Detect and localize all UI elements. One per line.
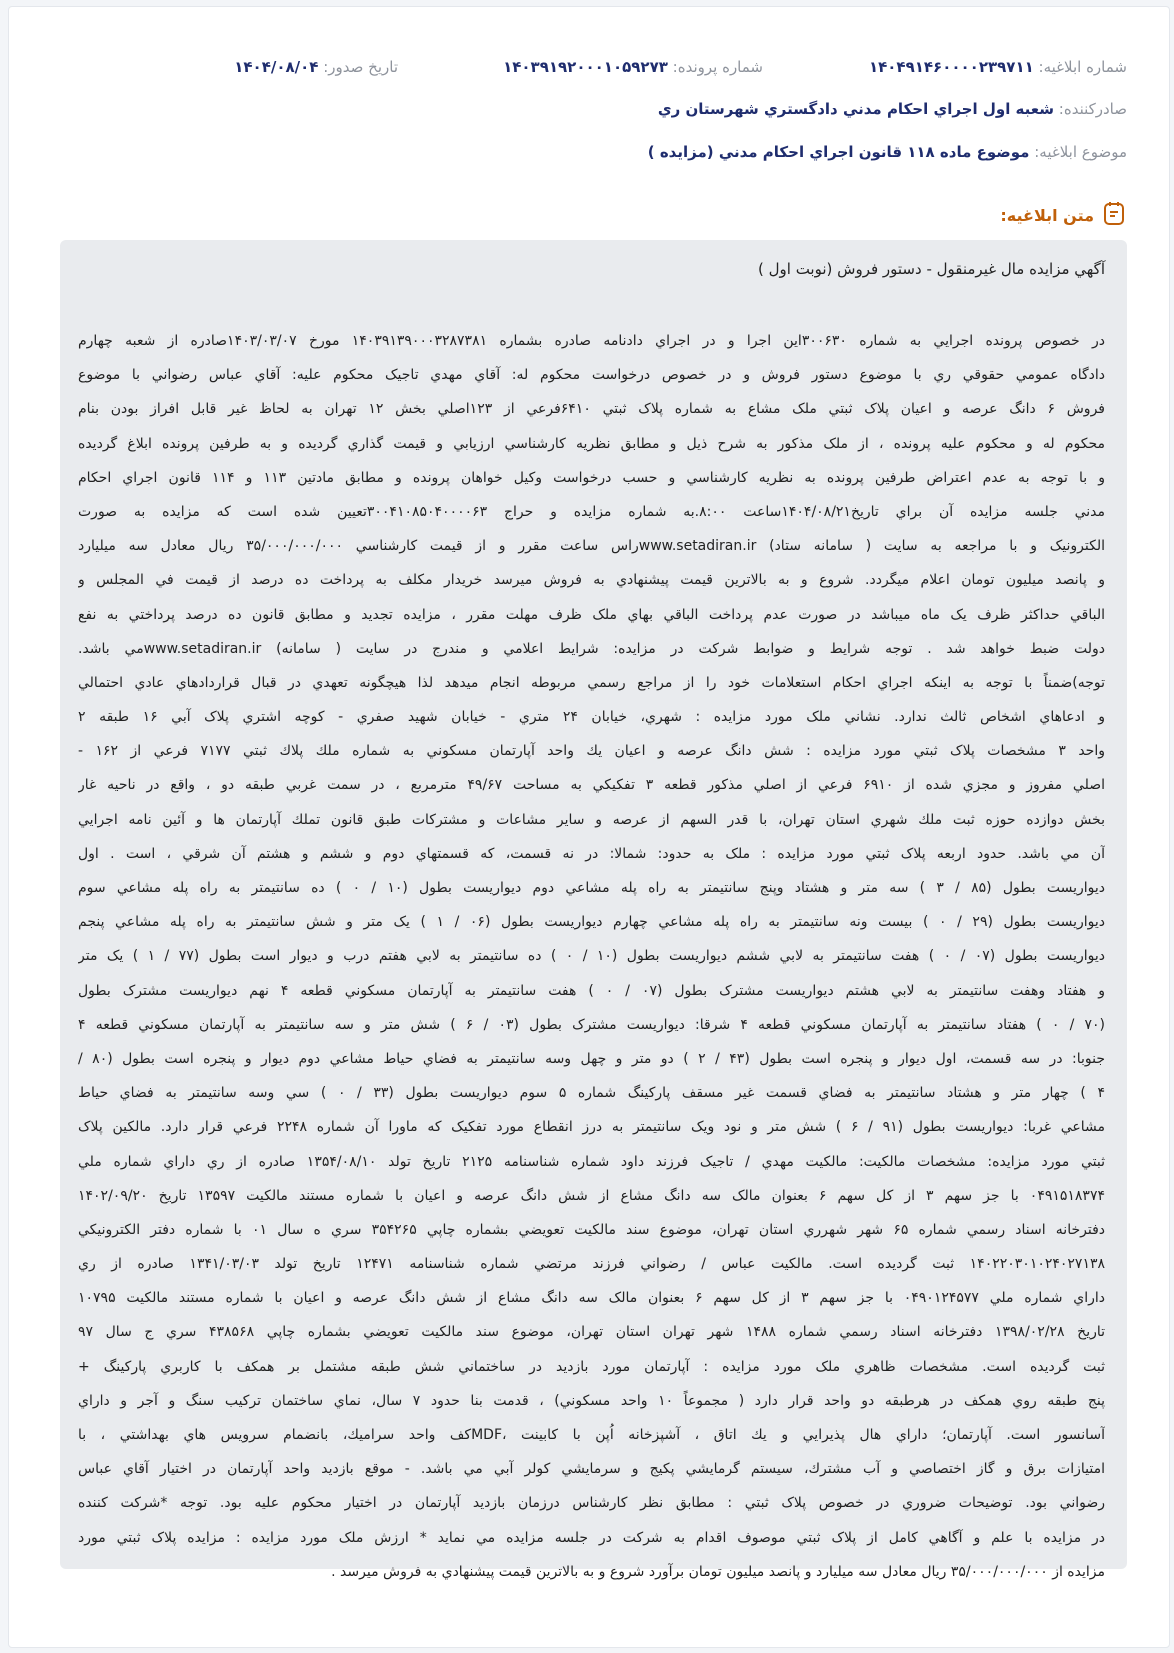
- notice-text-line: ديواريست بطول (۰۷ / ۰ ) هفت سانتيمتر به لابي ششم ديواريست بطول (۱۰ / ۰ ) ده سانتيمتر به لابي هفتم درب و ديوار است بطول (۷۷ / ۱ ) يک متر: [78, 948, 1105, 965]
- notice-text-line: ۴ ) چهار متر و هشتاد سانتيمتر به فضاي قسمت غير مسقف پارکينگ شماره ۵ سوم ديواريست بطول (۳۳ / ۰ ) سي وسه سانتيمتر به فضاي حياط: [78, 1085, 1105, 1102]
- notice-text-line: الباقي حداکثر ظرف يک ماه ميباشد در صورت عدم پرداخت الباقي بهاي ملک ظرف مهلت مقرر ، مزايده تجديد و مطابق قانون ده درصد پرداختي به نفع: [78, 606, 1105, 623]
- issuer-value: شعبه اول اجراي احكام مدني دادگستري شهرستان ري: [657, 100, 1054, 118]
- notice-text-line: داراي شماره ملي ۰۴۹۰۱۲۴۵۷۷ با جز سهم ۳ از کل سهم ۶ بعنوان مالک سه دانگ مشاع از شش دانگ عرصه و اعيان با شماره مستند مالکيت ۱۰۷۹۵: [78, 1290, 1105, 1307]
- notice-text-line: ثبتي مورد مزايده: مشخصات مالکيت: مالکيت مهدي / تاجيک فرزند داود شماره شناسنامه ۲۱۲۵ تاريخ تولد ۱۳۵۴/۰۸/۱۰ صادره از ري داراي شماره ملي: [78, 1153, 1105, 1170]
- document-notepad-icon: [1102, 200, 1126, 230]
- issuer-label: صادرکننده:: [1058, 100, 1127, 118]
- issue-date: [234, 58, 398, 76]
- notice-text-line: دادگاه عمومي حقوقي ري با موضوع دستور فروش و در خصوص درخواست محکوم له: آقاي مهدي تاجيک محکوم عليه: آقاي عباس رضواني با موضوع: [78, 367, 1105, 384]
- notice-text-line: الکترونيک و با مراجعه به سايت ( سامانه ستاد) www.setadiran.irراس ساعت مقرر و از قيمت کارشناسي ۳۵/۰۰۰/۰۰۰/۰۰۰ ريال معادل سه ميليارد: [78, 538, 1105, 555]
- issuer: [658, 100, 1127, 118]
- notice-text-line: و هفتاد وهفت سانتيمتر به لابي هشتم ديواريست مشترک بطول (۰۷ / ۰ ) هفت سانتيمتر به آپارتمان مسکوني قطعه ۴ نهم ديواريست مشترک بطول: [78, 982, 1105, 999]
- notice-text-title: متن ابلاغیه:: [1000, 205, 1094, 225]
- notice-text-line: فروش ۶ دانگ عرصه و اعيان پلاک ثبتي ملک مشاع به شماره پلاک ثبتي ۶۴۱۰فرعي از ۱۲۳اصلي بخش ۱۲ تهران به لحاظ غير قابل افراز بودن بنام: [78, 401, 1105, 418]
- notice-text-line: پنج طبقه روي همكف در هرطبقه دو واحد قرار دارد ( مجموعاً ۱۰ واحد مسكوني) ، قدمت بنا حدود ۷ سال، نماي ساختمان تركيب سنگ و آجر و داراي: [78, 1392, 1105, 1409]
- notice-text-line: مشاعي غربا: ديواريست بطول (۹۱ / ۶ ) شش متر و نود ويک سانتيمتر به درز انقطاع مورد تفکيک که ماورا آن شماره ۲۲۴۸ فرعي قرار دارد. مالکين پلاک: [78, 1119, 1105, 1136]
- notice-text-line: جنوبا: در سه قسمت، اول ديوار و پنجره است بطول (۴۳ / ۲ ) دو متر و چهل وسه سانتيمتر به فضاي حياط مشاعي دوم ديوار و پنجره است بطول (۸۰ /: [78, 1050, 1105, 1067]
- notice-text-line: بخش دوازده حوزه ثبت ملك شهري استان تهران، با قدر السهم از عرصه و ساير مشاعات و مشترکات طبق قانون تملك آپارتمان ها و آئين نامه اجرايي: [78, 811, 1105, 828]
- notice-text-line: آن مي باشد. حدود اربعه پلاک ثبتي مورد مزايده : ملک به حدود: شمالا: در نه قسمت، که قسمتهاي دوم و ششم و هشتم آن شرقي ، است . اول: [78, 845, 1105, 862]
- notice-text-line: ۱۴۰۲۲۰۳۰۱۰۲۴۰۲۷۱۳۸ ثبت گرديده است. مالکيت عباس / رضواني فرزند مرتضي شماره شناسنامه ۱۲۴۷۱ تاريخ تولد ۱۳۴۱/۰۳/۰۳ صادره از ري: [78, 1256, 1105, 1273]
- case-number: [503, 58, 763, 76]
- notice-text-line: و پانصد ميليون تومان اعلام ميگردد. شروع و به بالاترين قيمت پيشنهادي به فروش ميرسد خريدار مکلف به پرداخت ده درصد از قيمت في المجلس و: [78, 572, 1105, 589]
- notice-text-line: امتيازات برق و گاز اختصاصي و آب مشترك، سيستم گرمايشي پكيج و سرمايشي كولر آبي مي باشد. - موقع بازديد واحد آپارتمان در اختيار آقاي عباس: [78, 1461, 1105, 1478]
- notice-text-line: آسانسور است. آپارتمان؛ داراي هال پذيرايي و يك اتاق ، آشپزخانه اُپن با كابينت ،MDFكف واحد سراميك، بانضمام سرويس هاي بهداشتي ، با: [78, 1427, 1105, 1443]
- notice-text-line: ديواريست بطول (۲۹ / ۰ ) بيست ونه سانتيمتر به راه پله مشاعي چهارم ديواريست بطول (۰۶ / ۱ ) يک متر و شش سانتيمتر به راه پله مشاعي پنجم: [78, 914, 1105, 931]
- notice-subject: [648, 143, 1127, 161]
- subject-value: موضوع ماده ۱۱۸ قانون اجراي احكام مدني (مزايده ): [647, 143, 1030, 161]
- notice-body-text: [78, 324, 1105, 1589]
- issue-date-value: ۱۴۰۴/۰۸/۰۴: [234, 58, 319, 76]
- notice-text-line: محکوم له و محکوم عليه پرونده ، از ملک مذکور به شرح ذيل و مطابق نظريه کارشناسي ارزيابي و قيمت گذاري گرديده و به طرفين پرونده ابلاغ گرديده: [78, 435, 1105, 452]
- notice-number: [869, 58, 1127, 76]
- notice-text-line: توجه)ضمناً با توجه به اينکه اجراي احکام استعلامات خود را از مراجع رسمي مربوطه انجام ميدهد لذا هيچگونه تعهدي در قبال قراردادهاي عادي احتمالي: [78, 674, 1105, 691]
- notice-text-line: ۰۴۹۱۵۱۸۳۷۴ با جز سهم ۳ از کل سهم ۶ بعنوان مالک سه دانگ مشاع از شش دانگ عرصه و اعيان با شماره مستند مالکيت ۱۳۵۹۷ تاريخ ۱۴۰۲/۰۹/۲۰: [78, 1187, 1105, 1204]
- notice-text-line: رضواني بود. توضيحات ضروري در خصوص پلاک ثبتي : مطابق نظر کارشناس درزمان بازديد آپارتمان در اختيار محکوم عليه بود. توجه *شرکت کننده: [78, 1495, 1105, 1512]
- case-number-value: ۱۴۰۳۹۱۹۲۰۰۰۱۰۵۹۲۷۳: [503, 58, 668, 76]
- notice-text-line: اصلي مفروز و مجزي شده از ۶۹۱۰ فرعي از اصلي مذکور قطعه ۳ تفکيکي به مساحت ۴۹/۶۷ مترمربع ، در سمت غربي طبقه دو ، واقع در ناحيه غار: [78, 777, 1105, 794]
- notice-text-line: در خصوص پرونده اجرايي به شماره ۳۰۰۶۳۰اين اجرا و در اجراي دادنامه صادره بشماره ۱۴۰۳۹۱۳۹۰۰۰۳۲۸۷۳۸۱ مورخ ۱۴۰۳/۰۳/۰۷صادره از شعبه چهارم: [78, 333, 1105, 349]
- notice-text-heading: [1000, 200, 1126, 230]
- notice-number-value: ۱۴۰۴۹۱۴۶۰۰۰۰۲۳۹۷۱۱: [868, 58, 1034, 76]
- notice-body-panel: [60, 240, 1127, 1580]
- notice-text-line: ثبت گرديده است. مشخصات ظاهري ملک مورد مزايده : آپارتمان مورد بازديد در ساختماني شش طبقه مشتمل بر همكف با كاربري پاركينگ +: [78, 1358, 1105, 1375]
- subject-label: موضوع ابلاغیه:: [1034, 143, 1127, 161]
- notice-text-line: مزايده از ۳۵/۰۰۰/۰۰۰/۰۰۰ ريال معادل سه ميليارد و پانصد ميليون تومان برآورد شروع و به بالاترين قيمت پيشنهادي به فروش ميرسد .: [331, 1563, 1105, 1580]
- notice-title: آگهي مزايده مال غيرمنقول - دستور فروش (نوبت اول ): [758, 260, 1105, 278]
- notice-text-line: دفترخانه اسناد رسمي شماره ۶۵ شهر شهرري استان تهران، موضوع سند مالکيت تعويضي بشماره چاپي ۳۵۴۲۶۵ سري ه سال ۰۱ با شماره دفتر الکترونيکي: [78, 1221, 1105, 1238]
- notice-text-line: و ادعاهاي اشخاص ثالث ندارد. نشاني ملک مورد مزايده : شهري، خيابان ۲۴ متري - خيابان شهيد صفري - کوچه اشتري پلاک آبي ۱۶ طبقه ۲: [78, 709, 1105, 726]
- notice-number-label: شماره ابلاغیه:: [1038, 58, 1127, 76]
- notice-text-line: (۷۰ / ۰ ) هفتاد سانتيمتر به آپارتمان مسکوني قطعه ۴ شرقا: ديواريست مشترک بطول (۰۳ / ۶ ) شش متر و سه سانتيمتر به آپارتمان مسکوني قطعه ۴: [78, 1016, 1105, 1033]
- notice-text-line: در مزايده با علم و آگاهي کامل از پلاک ثبتي موصوف اقدام به شرکت در جلسه مزايده مي نمايد * ارزش ملک مورد مزايده : مزايده پلاک ثبتي مورد: [78, 1529, 1105, 1546]
- notice-text-line: دولت ضبط خواهد شد . توجه شرايط و ضوابط شرکت در مزايده: شرايط اعلامي و مندرج در سايت ( سامانه) www.setadiran.irمي باشد.: [78, 640, 1105, 657]
- notice-text-line: مدني جلسه مزايده آن براي تاريخ۱۴۰۴/۰۸/۲۱ساعت ۸:۰۰.به شماره مزايده و حراج ۳۰۰۴۱۰۸۵۰۴۰۰۰۰۶۳تعيين شده است که مزايده به صورت: [78, 503, 1105, 520]
- notice-text-line: تاريخ ۱۳۹۸/۰۲/۲۸ دفترخانه اسناد رسمي شماره ۱۴۸۸ شهر تهران استان تهران، موضوع سند مالکيت تعويضي بشماره چاپي ۴۳۸۵۶۸ سري ج سال ۹۷: [78, 1324, 1105, 1341]
- notice-text-line: و با توجه به عدم اعتراض طرفين پرونده به نظريه کارشناسي و حسب درخواست وکيل خواهان پرونده و مطابق مادتين ۱۱۳ و ۱۱۴ قانون اجراي احکام: [78, 469, 1105, 486]
- issue-date-label: تاریخ صدور:: [323, 58, 398, 76]
- notice-text-line: ديواريست بطول (۸۵ / ۳ ) سه متر و هشتاد وپنج سانتيمتر به راه پله مشاعي دوم ديواريست بطول (۱۰ / ۰ ) ده سانتيمتر به راه پله مشاعي سوم: [78, 880, 1105, 896]
- notice-text-line: واحد ۳ مشخصات پلاک ثبتي مورد مزايده : شش دانگ عرصه و اعيان يك واحد آپارتمان مسکوني به شماره ملك پلاك ثبتي ۷۱۷۷ فرعي از ۱۶۲ -: [78, 743, 1105, 760]
- case-number-label: شماره پرونده:: [672, 58, 763, 76]
